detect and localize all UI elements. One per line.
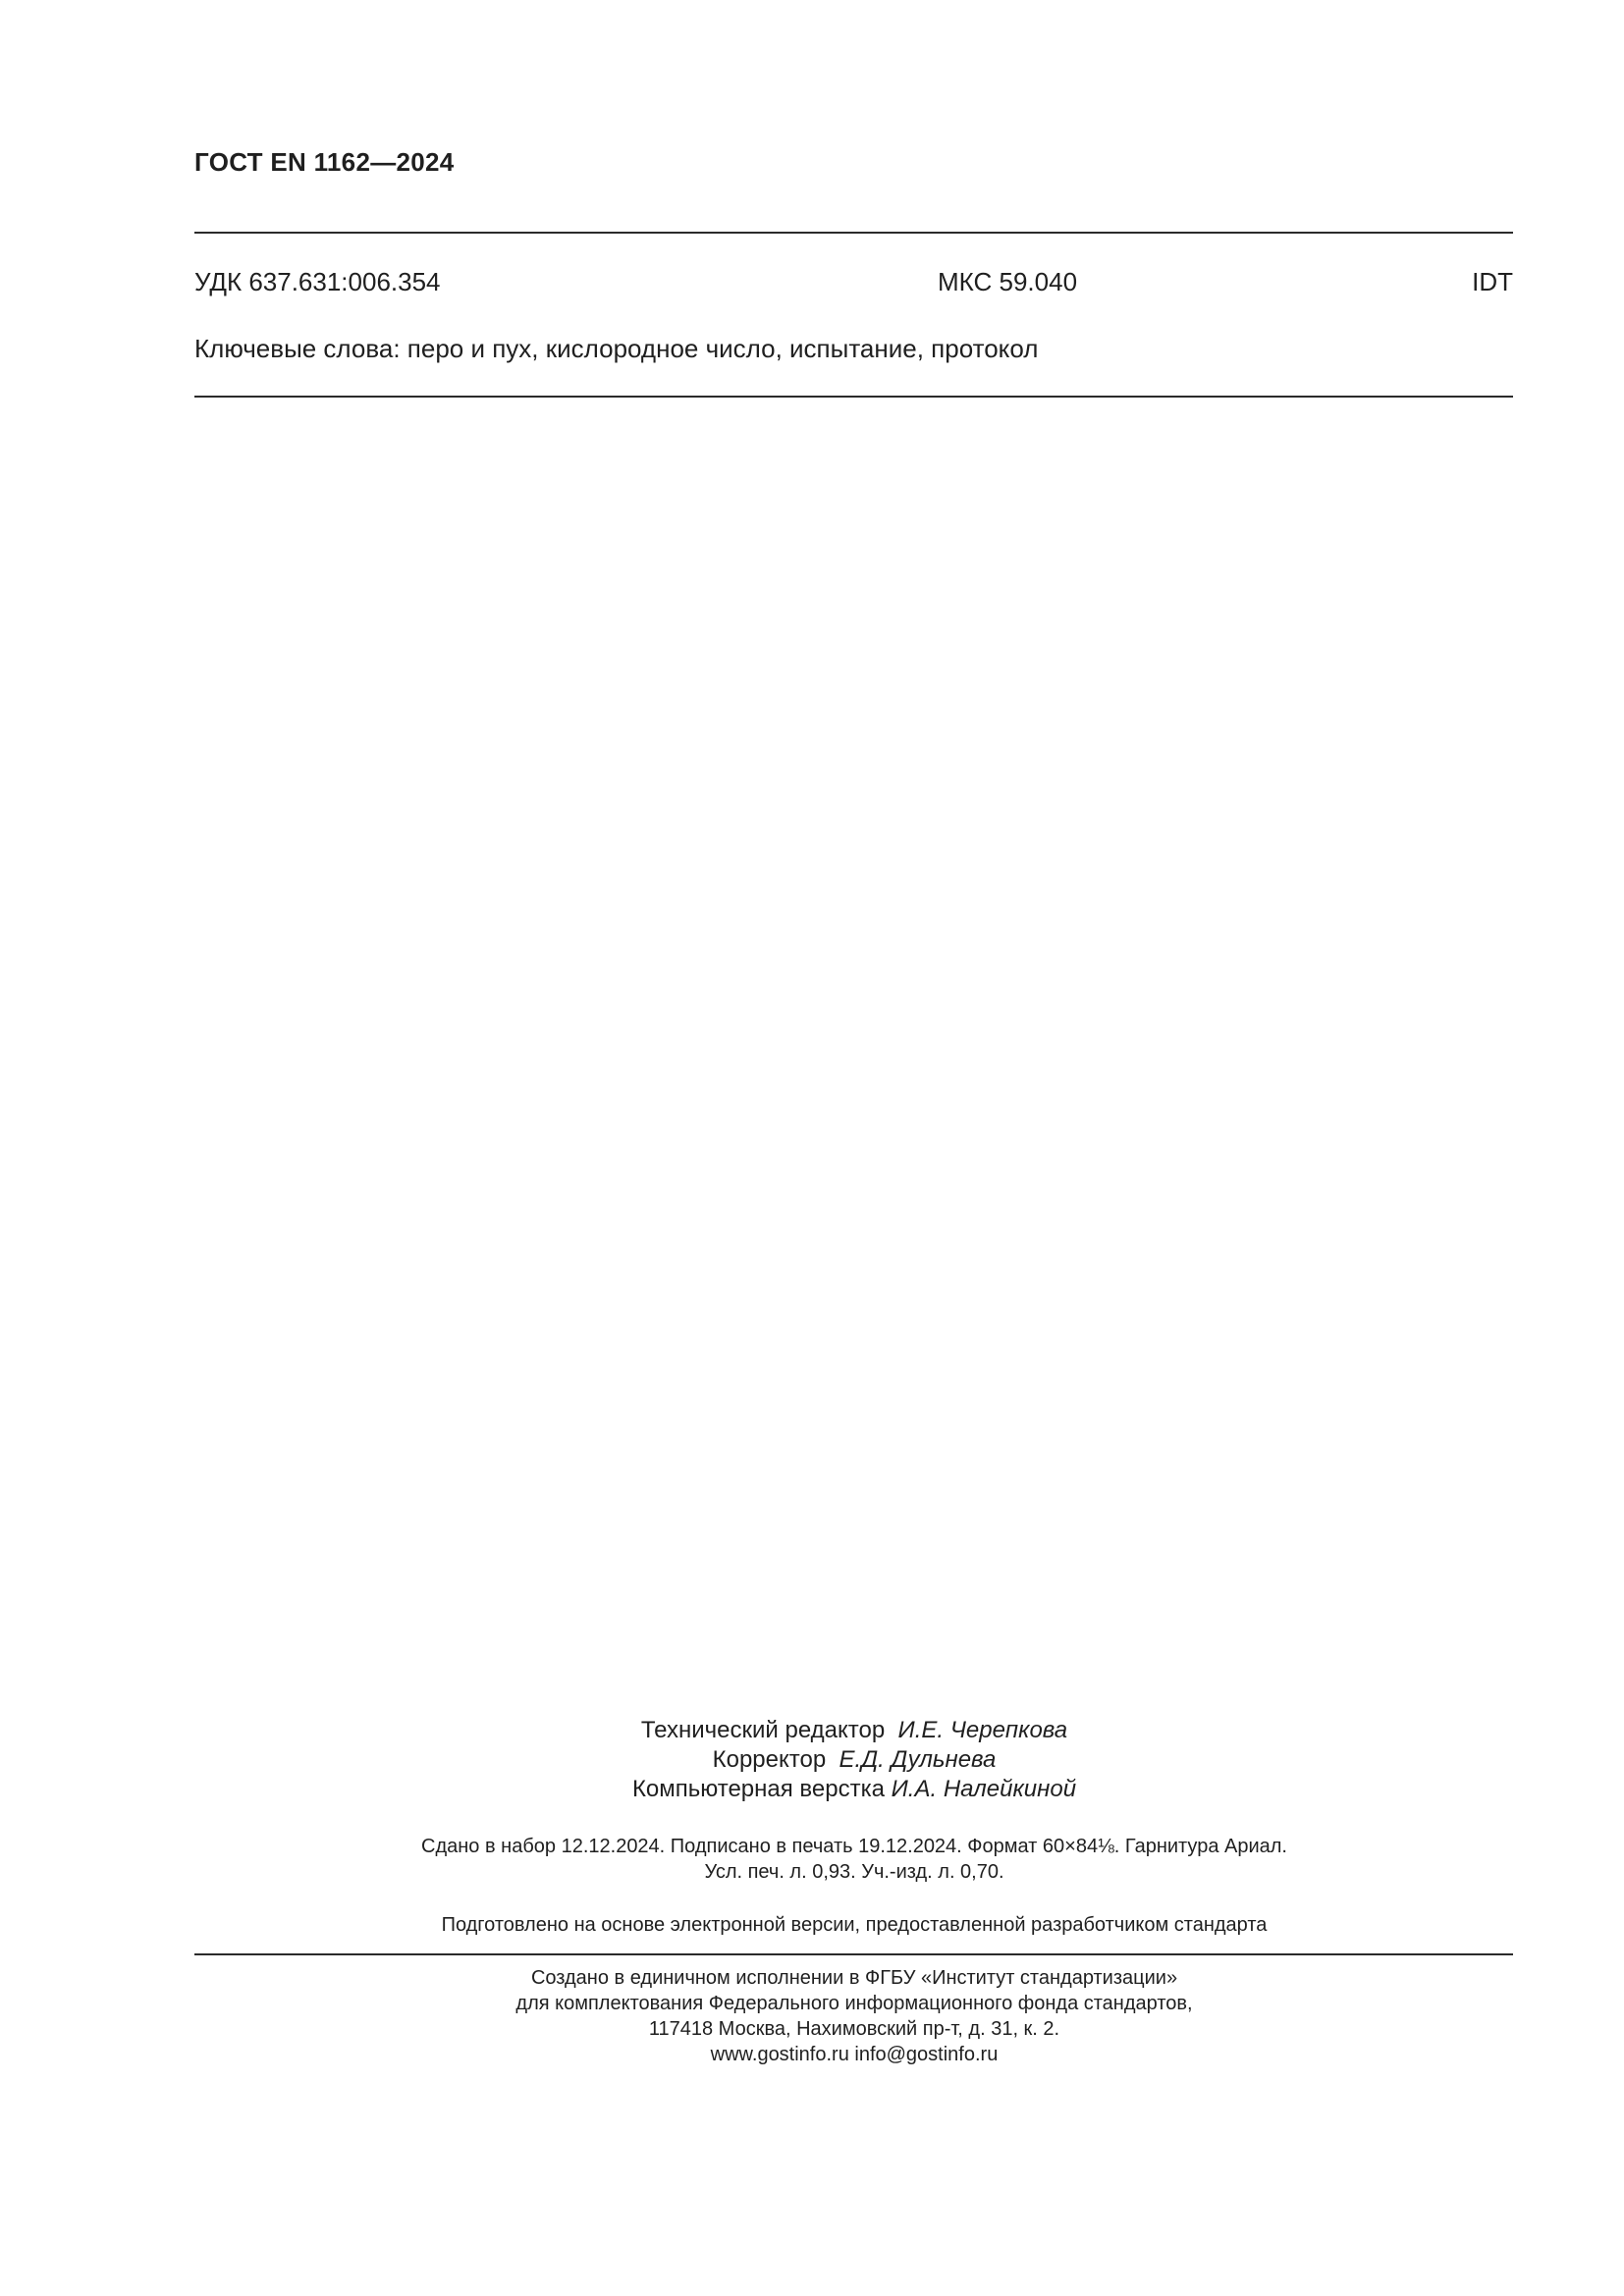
imprint-line: Усл. печ. л. 0,93. Уч.-изд. л. 0,70.	[704, 1861, 1004, 1883]
keywords-line: Ключевые слова: перо и пух, кислородное число, испытание, протокол	[194, 334, 1039, 363]
layout-credit	[0, 1775, 1624, 1804]
imprint-block	[0, 1834, 1624, 1885]
imprint-line: Сдано в набор 12.12.2024. Подписано в печать 19.12.2024. Формат 60×84⅛. Гарнитура Ариал.	[421, 1836, 1287, 1857]
corrector-credit	[0, 1745, 1624, 1775]
corrector-name: Е.Д. Дульнева	[839, 1746, 997, 1773]
tech-editor-role: Технический редактор	[640, 1717, 886, 1743]
equivalence-degree: IDT	[1472, 267, 1513, 296]
corrector-role: Корректор	[712, 1746, 827, 1773]
footer-line: для комплектования Федерального информационного фонда стандартов,	[515, 1993, 1193, 2014]
prepared-note: Подготовлено на основе электронной версии, предоставленной разработчиком стандарта	[441, 1914, 1268, 1936]
footer-divider	[194, 1953, 1513, 1955]
standard-title: ГОСТ EN 1162—2024	[194, 147, 455, 177]
layout-name: И.А. Налейкиной	[891, 1776, 1077, 1802]
publisher-footer	[0, 1965, 1624, 2067]
footer-line: Создано в единичном исполнении в ФГБУ «Институт стандартизации»	[530, 1967, 1178, 1989]
tech-editor-credit	[0, 1716, 1624, 1745]
layout-role: Компьютерная верстка	[631, 1776, 885, 1802]
top-divider	[194, 232, 1513, 234]
footer-contacts: www.gostinfo.ru info@gostinfo.ru	[710, 2044, 999, 2065]
footer-line: 117418 Москва, Нахимовский пр-т, д. 31, к. 2.	[648, 2018, 1060, 2040]
mks-code: МКС 59.040	[938, 267, 1078, 296]
udk-code: УДК 637.631:006.354	[194, 267, 441, 296]
tech-editor-name: И.Е. Черепкова	[897, 1717, 1068, 1743]
keywords-divider	[194, 396, 1513, 398]
